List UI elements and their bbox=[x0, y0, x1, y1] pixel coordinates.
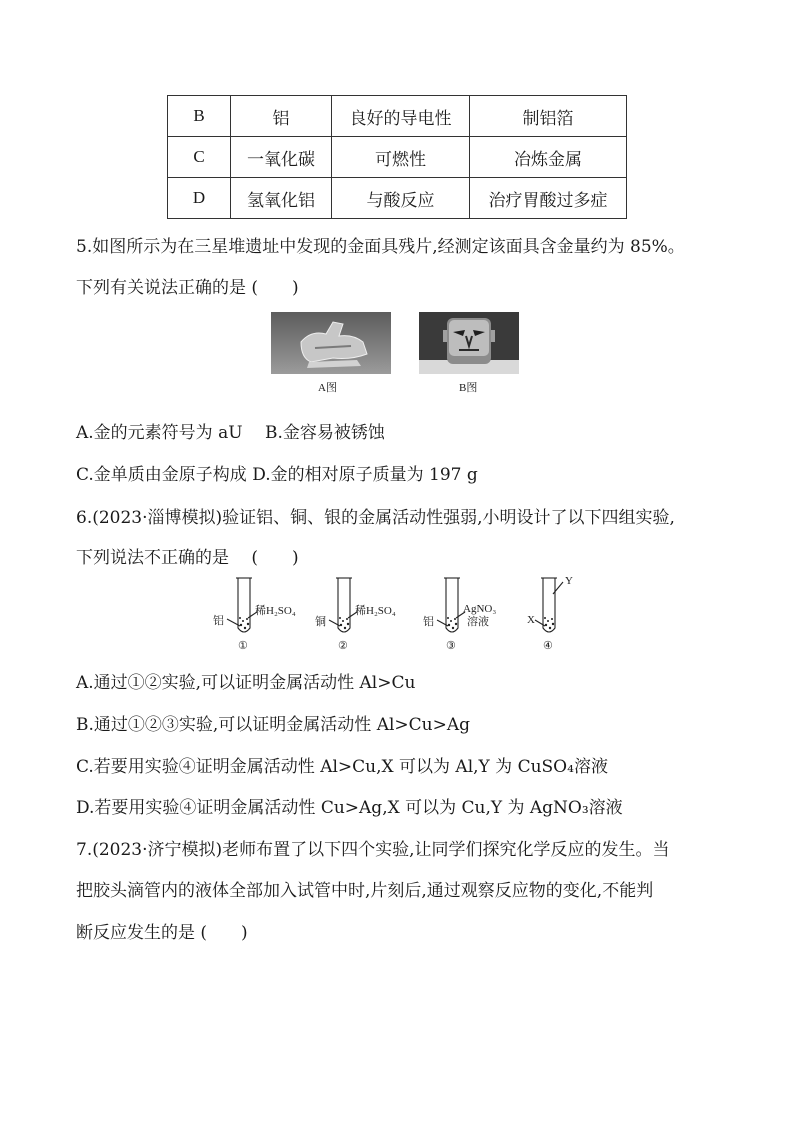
q6-option-d: D.若要用实验④证明金属活动性 Cu>Ag,X 可以为 Cu,Y 为 AgNO₃溶液 bbox=[76, 798, 623, 818]
tube4-metal-label: X bbox=[527, 614, 535, 626]
table-cell: 治疗胃酸过多症 bbox=[470, 178, 627, 219]
table-cell: D bbox=[168, 178, 231, 219]
tube1-number: ① bbox=[238, 640, 248, 652]
q7-stem-line2: 把胶头滴管内的液体全部加入试管中时,片刻后,通过观察反应物的变化,不能判 bbox=[76, 881, 654, 901]
tube3-liquid-label: AgNO₃ bbox=[463, 603, 497, 615]
table-row bbox=[168, 96, 627, 137]
q7-stem-line3: 断反应发生的是 ( ) bbox=[76, 923, 248, 943]
table-cell: 制铝箔 bbox=[470, 96, 627, 137]
table-cell: 氢氧化铝 bbox=[231, 178, 332, 219]
q6-stem-line2: 下列说法不正确的是 ( ) bbox=[76, 548, 299, 568]
q6-option-a: A.通过①②实验,可以证明金属活动性 Al>Cu bbox=[76, 673, 416, 693]
tube4-liquid-label: Y bbox=[565, 575, 573, 587]
tube3-number: ③ bbox=[446, 640, 456, 652]
q5-options-cd: C.金单质由金原子构成 D.金的相对原子质量为 197 g bbox=[76, 465, 478, 485]
tube2-metal-label: 铜 bbox=[315, 616, 326, 628]
table-row bbox=[168, 178, 627, 219]
q7-stem-line1: 7.(2023·济宁模拟)老师布置了以下四个实验,让同学们探究化学反应的发生。当 bbox=[76, 840, 670, 860]
table-cell: 与酸反应 bbox=[332, 178, 470, 219]
table-cell: 可燃性 bbox=[332, 137, 470, 178]
tube1-liquid-label: 稀H₂SO₄ bbox=[255, 605, 296, 617]
q6-option-c: C.若要用实验④证明金属活动性 Al>Cu,X 可以为 Al,Y 为 CuSO₄溶液 bbox=[76, 757, 608, 777]
table-cell: 一氧化碳 bbox=[231, 137, 332, 178]
options-table bbox=[167, 95, 627, 219]
table-cell: 冶炼金属 bbox=[470, 137, 627, 178]
mask-fragment-image-a bbox=[271, 312, 391, 374]
tube2-number: ② bbox=[338, 640, 348, 652]
figure-caption-a: A图 bbox=[318, 382, 337, 394]
tube2-liquid-label: 稀H₂SO₄ bbox=[355, 605, 396, 617]
q6-stem-line1: 6.(2023·淄博模拟)验证铝、铜、银的金属活动性强弱,小明设计了以下四组实验, bbox=[76, 508, 675, 528]
tube3-liquid-label2: 溶液 bbox=[467, 616, 489, 628]
q5-stem-line1: 5.如图所示为在三星堆遗址中发现的金面具残片,经测定该面具含金量约为 85%。 bbox=[76, 237, 685, 257]
table-row bbox=[168, 137, 627, 178]
table-cell: 铝 bbox=[231, 96, 332, 137]
figure-caption-b: B图 bbox=[459, 382, 478, 394]
test-tubes-diagram bbox=[205, 574, 595, 654]
tube1-metal-label: 铝 bbox=[213, 615, 224, 627]
q6-option-b: B.通过①②③实验,可以证明金属活动性 Al>Cu>Ag bbox=[76, 715, 471, 735]
tube3-metal-label: 铝 bbox=[423, 616, 434, 628]
table-cell: 良好的导电性 bbox=[332, 96, 470, 137]
mask-image-b bbox=[419, 312, 519, 374]
q5-options-ab: A.金的元素符号为 aU B.金容易被锈蚀 bbox=[76, 423, 385, 443]
tube4-number: ④ bbox=[543, 640, 553, 652]
table-cell: C bbox=[168, 137, 231, 178]
q5-stem-line2: 下列有关说法正确的是 ( ) bbox=[76, 278, 299, 298]
table-cell: B bbox=[168, 96, 231, 137]
